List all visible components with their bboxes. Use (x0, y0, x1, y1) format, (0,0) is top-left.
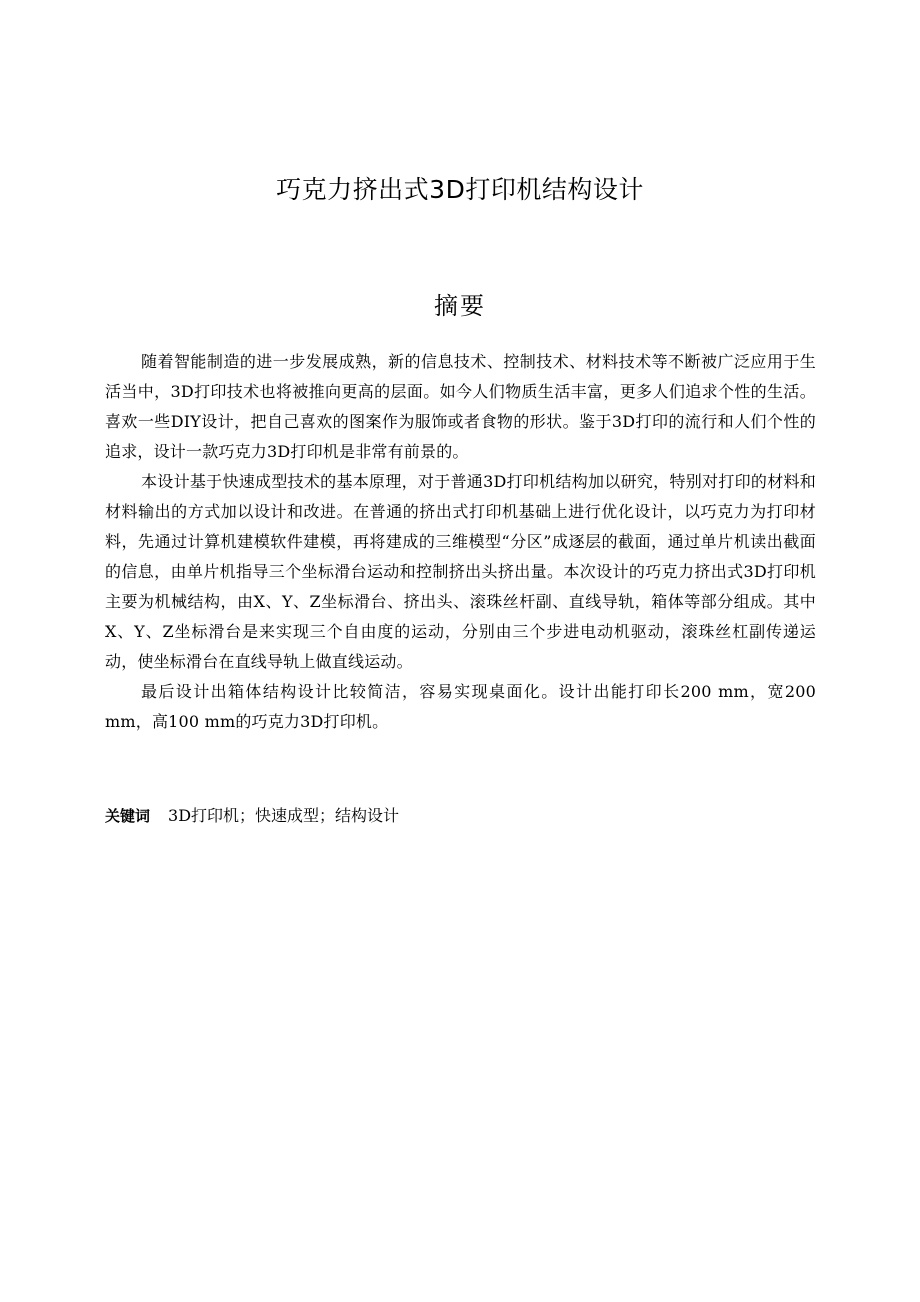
keywords-line (105, 803, 399, 829)
keywords-list: 3D打印机；快速成型；结构设计 (168, 806, 400, 825)
abstract-paragraph: 最后设计出箱体结构设计比较简洁，容易实现桌面化。设计出能打印长200 mm，宽200 mm，高100 mm的巧克力3D打印机。 (105, 682, 816, 731)
abstract-heading: 摘要 (434, 292, 486, 320)
keywords-label: 关键词 (105, 807, 151, 825)
abstract-body (105, 347, 816, 737)
abstract-paragraph: 随着智能制造的进一步发展成熟，新的信息技术、控制技术、材料技术等不断被广泛应用于生活当中，3D打印技术也将被推向更高的层面。如今人们物质生活丰富，更多人们追求个性的生活。喜欢一些DIY设计，把自己喜欢的图案作为服饰或者食物的形状。鉴于3D打印的流行和人们个性的追求，设计一款巧克力3D打印机是非常有前景的。 (105, 352, 816, 461)
document-title: 巧克力挤出式3D打印机结构设计 (276, 175, 644, 204)
abstract-paragraph: 本设计基于快速成型技术的基本原理，对于普通3D打印机结构加以研究，特别对打印的材料和材料输出的方式加以设计和改进。在普通的挤出式打印机基础上进行优化设计，以巧克力为打印材料，先通过计算机建模软件建模，再将建成的三维模型“分区”成逐层的截面，通过单片机读出截面的信息，由单片机指导三个坐标滑台运动和控制挤出头挤出量。本次设计的巧克力挤出式3D打印机主要为机械结构，由X、Y、Z坐标滑台、挤出头、滚珠丝杆副、直线导轨，箱体等部分组成。其中X、Y、Z坐标滑台是来实现三个自由度的运动，分别由三个步进电动机驱动，滚珠丝杠副传递运动，使坐标滑台在直线导轨上做直线运动。 (105, 472, 816, 671)
